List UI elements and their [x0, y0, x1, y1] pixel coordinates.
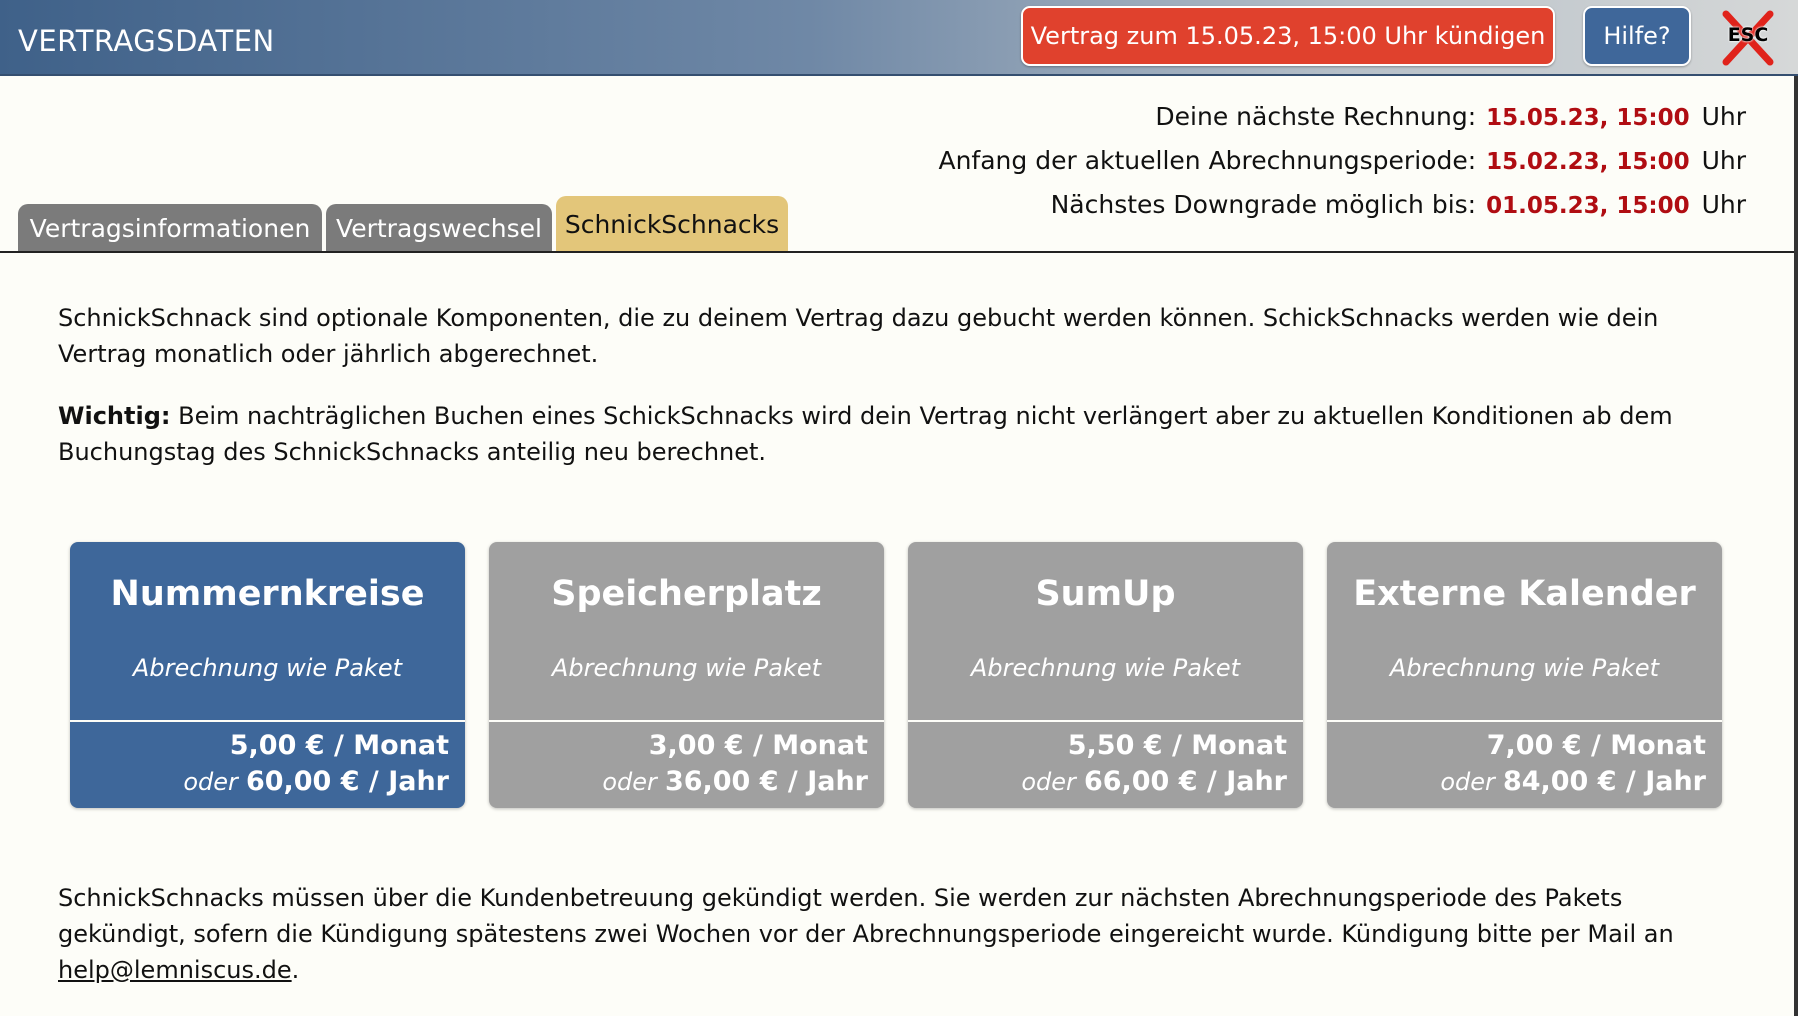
addon-card-externe-kalender[interactable]: [1327, 542, 1722, 808]
card-divider: [1327, 720, 1722, 722]
card-divider: [70, 720, 465, 722]
card-divider: [489, 720, 884, 722]
card-price-year: [1021, 766, 1287, 797]
card-price-year: [602, 766, 868, 797]
card-title: Nummernkreise: [110, 574, 425, 614]
info-row-next-downgrade: [926, 190, 1746, 234]
card-year-value: 60,00 € / Jahr: [245, 766, 449, 797]
tab-vertragsinformationen[interactable]: Vertragsinformationen: [18, 204, 322, 252]
esc-label: ESC: [1727, 24, 1769, 46]
esc-close-button[interactable]: [1720, 10, 1776, 66]
card-title: SumUp: [1035, 574, 1176, 614]
info-row-next-invoice: [926, 102, 1746, 146]
info-label: Anfang der aktuellen Abrechnungsperiode:: [938, 146, 1477, 175]
card-price-year: [183, 766, 449, 797]
info-row-period-start: [926, 146, 1746, 190]
card-subtitle: Abrechnung wie Paket: [551, 654, 822, 682]
card-oder: oder: [1440, 768, 1495, 796]
support-email-link[interactable]: help@lemniscus.de: [58, 956, 292, 984]
cancellation-end: .: [291, 956, 300, 984]
card-divider: [908, 720, 1303, 722]
card-price-month: 7,00 € / Monat: [1486, 730, 1706, 761]
card-title: Externe Kalender: [1353, 574, 1696, 614]
card-oder: oder: [183, 768, 238, 796]
card-oder: oder: [1021, 768, 1076, 796]
window-border: [1794, 76, 1798, 1016]
card-subtitle: Abrechnung wie Paket: [132, 654, 403, 682]
info-unit: Uhr: [1701, 102, 1746, 131]
important-text: Beim nachträglichen Buchen eines SchickSchnacks wird dein Vertrag nicht verlängert aber zu aktuellen Konditionen ab dem Buchungstag des SchnickSchnacks anteilig neu berechnet.: [58, 402, 1673, 466]
card-subtitle: Abrechnung wie Paket: [1389, 654, 1660, 682]
addon-card-nummernkreise[interactable]: [70, 542, 465, 808]
info-value: 15.05.23, 15:00: [1486, 105, 1690, 131]
intro-text: SchnickSchnack sind optionale Komponenten, die zu deinem Vertrag dazu gebucht werden können. SchickSchnacks werden wie dein Vertrag monatlich oder jährlich abgerechnet.: [58, 304, 1659, 368]
card-year-value: 36,00 € / Jahr: [664, 766, 868, 797]
info-value: 15.02.23, 15:00: [1486, 149, 1690, 175]
app-title: VERTRAGSDATEN: [18, 24, 275, 58]
cancel-contract-button[interactable]: Vertrag zum 15.05.23, 15:00 Uhr kündigen: [1021, 6, 1555, 66]
info-unit: Uhr: [1701, 190, 1746, 219]
addon-card-sumup[interactable]: [908, 542, 1303, 808]
info-label: Deine nächste Rechnung:: [1155, 102, 1477, 131]
addon-card-speicherplatz[interactable]: [489, 542, 884, 808]
cancellation-text: SchnickSchnacks müssen über die Kundenbetreuung gekündigt werden. Sie werden zur nächsten Abrechnungsperiode des Pakets gekündigt, sofern die Kündigung spätestens zwei Wochen vor der Abrechnungsperiode eingereicht wurde. Kündigung bitte per Mail an: [58, 884, 1674, 948]
billing-info: [926, 102, 1746, 234]
card-oder: oder: [602, 768, 657, 796]
card-title: Speicherplatz: [551, 574, 822, 614]
card-price-year: [1440, 766, 1706, 797]
card-price-month: 3,00 € / Monat: [648, 730, 868, 761]
important-label: Wichtig:: [58, 402, 171, 430]
tab-underline: [0, 251, 1794, 253]
cancellation-info: [58, 880, 1718, 988]
card-price-month: 5,50 € / Monat: [1067, 730, 1287, 761]
tab-schnickschnacks[interactable]: SchnickSchnacks: [556, 196, 788, 252]
card-year-value: 84,00 € / Jahr: [1502, 766, 1706, 797]
help-button[interactable]: Hilfe?: [1583, 6, 1691, 66]
important-note: [58, 398, 1718, 470]
card-price-month: 5,00 € / Monat: [229, 730, 449, 761]
card-year-value: 66,00 € / Jahr: [1083, 766, 1287, 797]
info-unit: Uhr: [1701, 146, 1746, 175]
info-label: Nächstes Downgrade möglich bis:: [1050, 190, 1477, 219]
tab-vertragswechsel[interactable]: Vertragswechsel: [326, 204, 552, 252]
card-subtitle: Abrechnung wie Paket: [970, 654, 1241, 682]
app-header: [0, 0, 1798, 76]
info-value: 01.05.23, 15:00: [1486, 193, 1690, 219]
